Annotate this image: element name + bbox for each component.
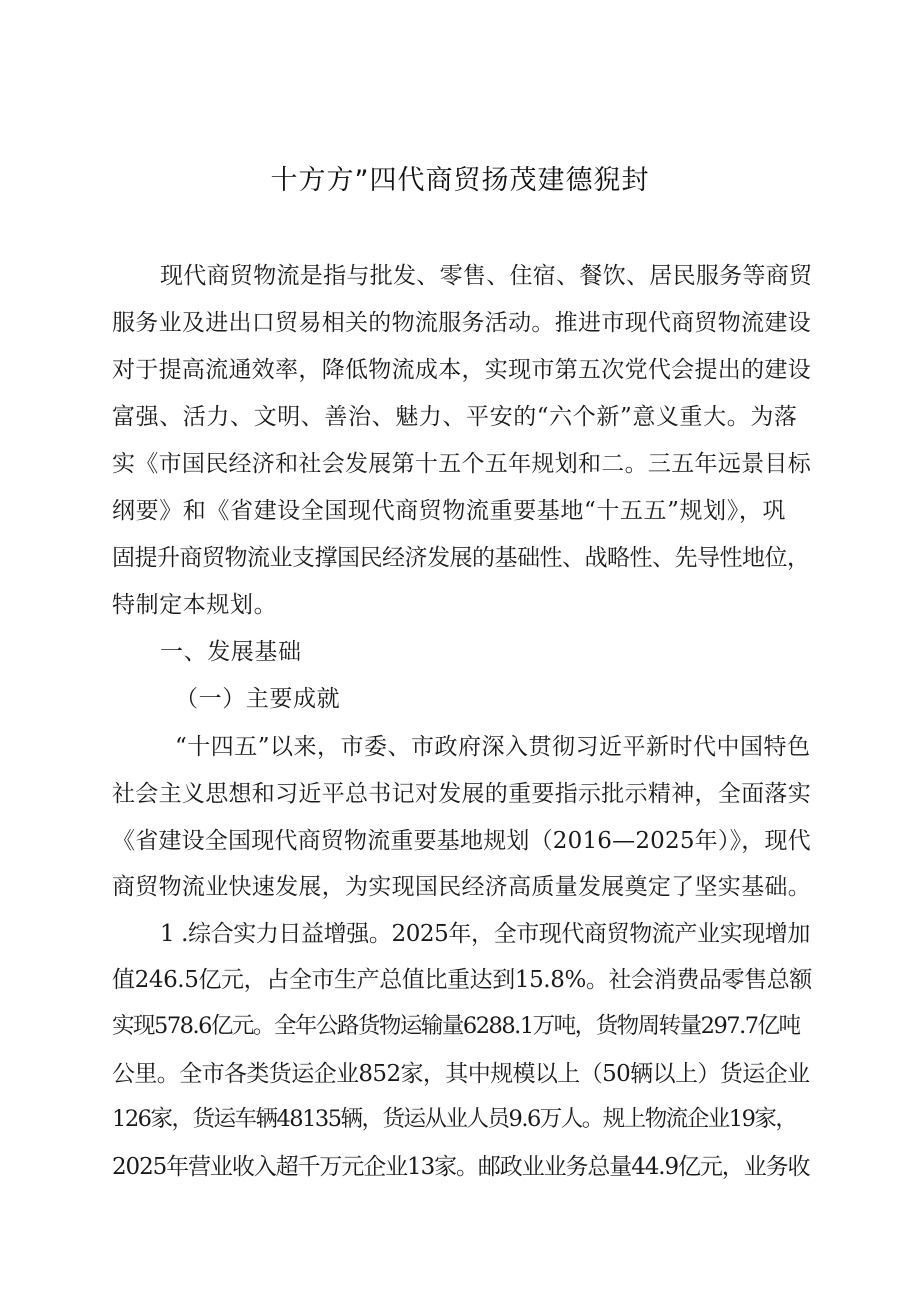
- item1-line: 公里。全市各类货运企业852家，其中规模以上（50辆以上）货运企业: [112, 1061, 810, 1087]
- document-title: 十方方”四代商贸扬茂建德猊封: [270, 165, 650, 196]
- achievements-line: “十四五”以来，市委、市政府深入贯彻习近平新时代中国特色: [175, 734, 811, 760]
- intro-line: 特制定本规划。: [112, 592, 278, 618]
- item1-line: 126家，货运车辆48135辆，货运从业人员9.6万人。规上物流企业19家，: [112, 1106, 797, 1132]
- item1-line: 2025年营业收入超千万元企业13家。邮政业业务总量44.9亿元，业务收: [112, 1154, 810, 1180]
- intro-line: 实《市国民经济和社会发展第十五个五年规划和二。三五年远景目标: [112, 451, 811, 477]
- intro-line: 富强、活力、文明、善治、魅力、平安的“六个新”意义重大。为落: [112, 404, 798, 430]
- section-heading: 一、发展基础: [160, 639, 302, 665]
- achievements-line: 《省建设全国现代商贸物流重要基地规划（2016—2025年）》，现代: [112, 828, 811, 854]
- intro-line: 纲要》和《省建设全国现代商贸物流重要基地“十五五”规划》，巩: [112, 498, 787, 524]
- intro-line: 对于提高流通效率，降低物流成本，实现市第五次党代会提出的建设: [112, 357, 811, 383]
- item1-line: 值246.5亿元，占全市生产总值比重达到15.8%。社会消费品零售总额: [112, 967, 812, 993]
- intro-line: 固提升商贸物流业支撑国民经济发展的基础性、战略性、先导性地位，: [112, 545, 810, 571]
- achievements-line: 商贸物流业快速发展，为实现国民经济高质量发展奠定了坚实基础。: [112, 874, 811, 900]
- item1-line: 实现578.6亿元。全年公路货物运输量6288.1万吨，货物周转量297.7亿吨: [112, 1013, 800, 1039]
- intro-line: 服务业及进出口贸易相关的物流服务活动。推进市现代商贸物流建设: [112, 310, 811, 336]
- subsection-heading: （一）主要成就: [175, 686, 341, 712]
- intro-line: 现代商贸物流是指与批发、零售、住宿、餐饮、居民服务等商贸: [160, 263, 813, 289]
- item1-line: 1 .综合实力日益增强。2025年，全市现代商贸物流产业实现增加: [160, 921, 810, 947]
- achievements-line: 社会主义思想和习近平总书记对发展的重要指示批示精神，全面落实: [112, 781, 811, 807]
